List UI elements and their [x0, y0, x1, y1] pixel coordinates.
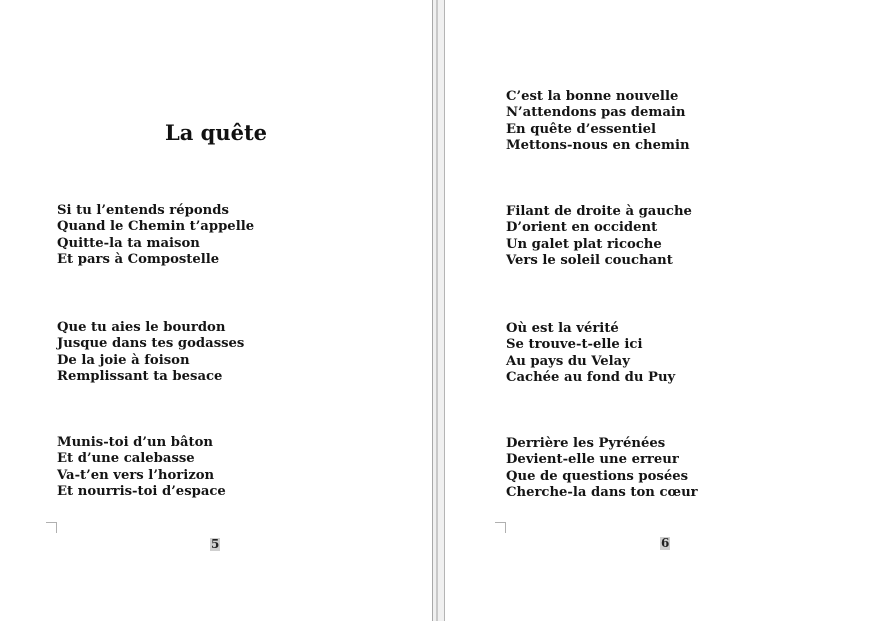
stanza-1 [57, 203, 254, 269]
stanza-6 [506, 321, 675, 387]
left-page [0, 0, 432, 621]
gutter-divider [432, 0, 433, 621]
verse-line: Et nourris-toi d’espace [57, 484, 226, 500]
stanza-4 [506, 89, 690, 155]
verse-line: Derrière les Pyrénées [506, 436, 666, 451]
verse-line: Vers le soleil couchant [506, 253, 673, 269]
verse-line: Filant de droite à gauche [506, 204, 692, 219]
verse-line: Où est la vérité [506, 321, 619, 336]
verse-line: Au pays du Velay [506, 353, 630, 369]
verse-line: Cachée au fond du Puy [506, 370, 676, 386]
verse-line: Quand le Chemin t’appelle [57, 219, 255, 235]
verse-line: Cherche-la dans ton cœur [506, 485, 698, 501]
margin-corner-mark [495, 522, 506, 533]
verse-line: Que tu aies le bourdon [57, 320, 226, 335]
stanza-5 [506, 204, 692, 270]
stanza-3 [57, 435, 226, 501]
verse-line: Va-t’en vers l’horizon [57, 467, 215, 483]
margin-corner-mark [46, 522, 57, 533]
verse-line: Que de questions posées [506, 468, 689, 484]
verse-line: Un galet plat ricoche [506, 236, 662, 252]
verse-line: C’est la bonne nouvelle [506, 89, 679, 104]
stanza-2 [57, 320, 244, 386]
verse-line: N’attendons pas demain [506, 105, 686, 121]
verse-line: Devient-elle une erreur [506, 452, 679, 468]
page-number: 5 [211, 537, 220, 551]
verse-line: Si tu l’entends réponds [57, 203, 229, 218]
right-page [445, 0, 877, 621]
verse-line: Se trouve-t-elle ici [506, 337, 643, 353]
verse-line: Remplissant ta besace [57, 369, 223, 385]
verse-line: De la joie à foison [57, 352, 190, 368]
verse-line: Quitte-la ta maison [57, 235, 200, 251]
verse-line: D’orient en occident [506, 220, 658, 236]
stanza-7 [506, 436, 698, 502]
page-number: 6 [661, 536, 670, 550]
verse-line: Et d’une calebasse [57, 451, 195, 467]
poem-title: La quête [164, 120, 268, 145]
verse-line: Munis-toi d’un bâton [57, 435, 213, 450]
verse-line: Mettons-nous en chemin [506, 138, 690, 154]
verse-line: Jusque dans tes godasses [57, 336, 245, 352]
verse-line: Et pars à Compostelle [57, 252, 220, 268]
gutter-divider [436, 0, 438, 621]
verse-line: En quête d’essentiel [506, 121, 657, 137]
